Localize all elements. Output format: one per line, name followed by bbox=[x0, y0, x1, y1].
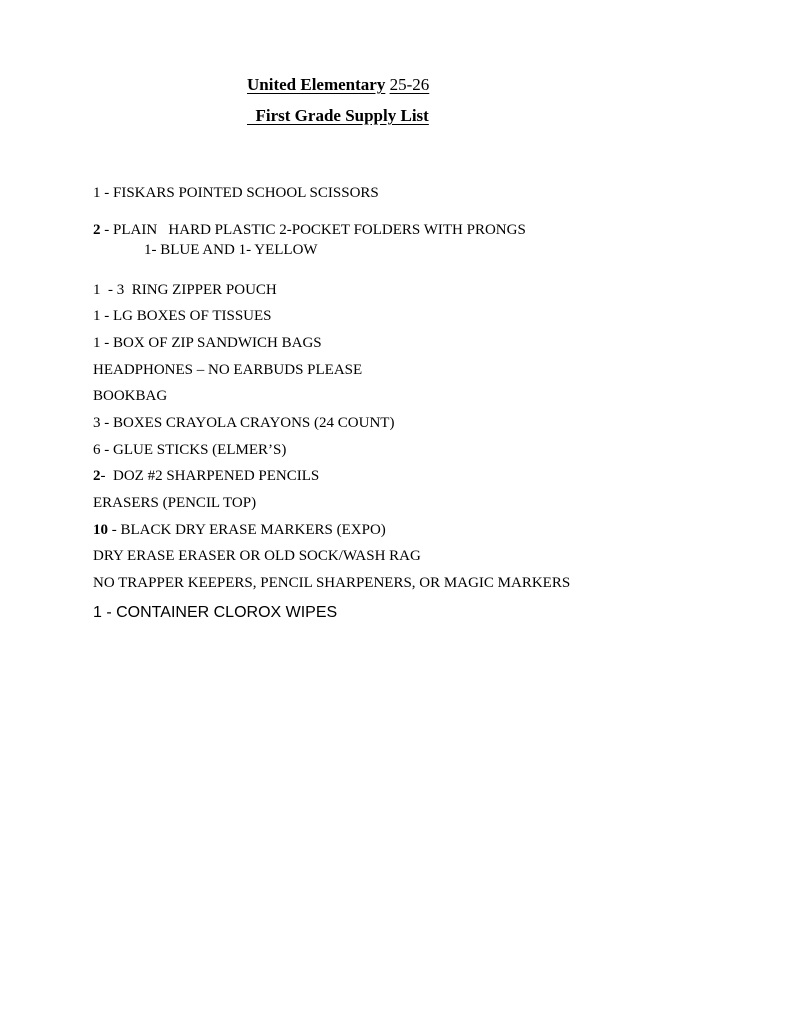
school-name: United Elementary bbox=[247, 75, 386, 94]
list-item-subtext: 1- BLUE AND 1- YELLOW bbox=[144, 242, 318, 258]
list-item: BOOKBAG bbox=[93, 388, 168, 404]
list-item: 1 - BOX OF ZIP SANDWICH BAGS bbox=[93, 335, 322, 351]
list-item: 3 - BOXES CRAYOLA CRAYONS (24 COUNT) bbox=[93, 415, 395, 431]
list-item: NO TRAPPER KEEPERS, PENCIL SHARPENERS, OR MAGIC MARKERS bbox=[93, 575, 571, 591]
list-item: 1 - FISKARS POINTED SCHOOL SCISSORS bbox=[93, 185, 379, 201]
list-item: 2- DOZ #2 SHARPENED PENCILS bbox=[93, 468, 320, 484]
list-item: 6 - GLUE STICKS (ELMER’S) bbox=[93, 442, 287, 458]
list-item: 2 - PLAIN HARD PLASTIC 2-POCKET FOLDERS WITH PRONGS bbox=[93, 222, 526, 238]
page-title bbox=[247, 75, 429, 95]
list-item: 10 - BLACK DRY ERASE MARKERS (EXPO) bbox=[93, 522, 386, 538]
subtitle-text: First Grade Supply List bbox=[255, 106, 429, 125]
list-item: HEADPHONES – NO EARBUDS PLEASE bbox=[93, 362, 363, 378]
school-year: 25-26 bbox=[389, 75, 430, 94]
page-subtitle bbox=[247, 106, 429, 126]
list-item: 1 - 3 RING ZIPPER POUCH bbox=[93, 282, 277, 298]
list-item: 1 - CONTAINER CLOROX WIPES bbox=[93, 604, 338, 621]
list-item: 1 - LG BOXES OF TISSUES bbox=[93, 308, 272, 324]
list-item: ERASERS (PENCIL TOP) bbox=[93, 495, 257, 511]
list-item: DRY ERASE ERASER OR OLD SOCK/WASH RAG bbox=[93, 548, 421, 564]
